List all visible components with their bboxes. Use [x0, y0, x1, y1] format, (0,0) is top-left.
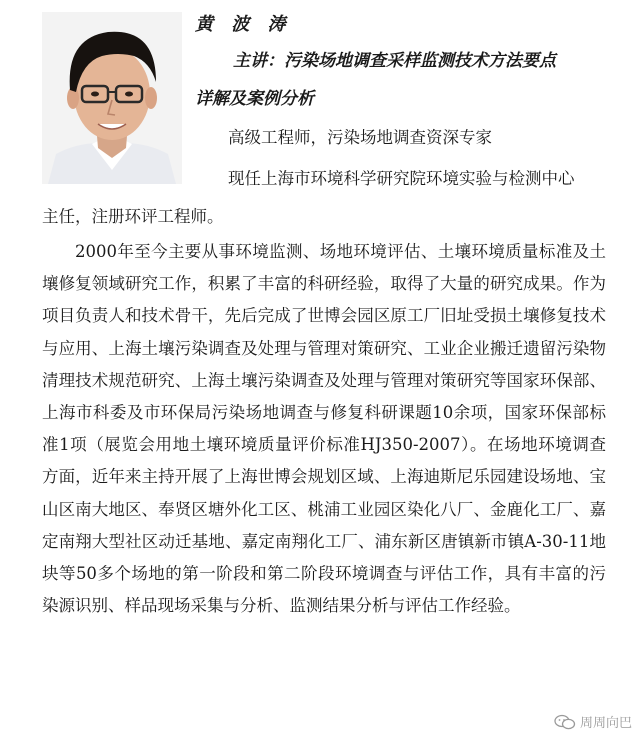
portrait-image	[42, 12, 182, 184]
bio-paragraph: 2000年至今主要从事环境监测、场地环境评估、土壤环境质量标准及土壤修复领域研究工作，积累了丰富的科研经验，取得了大量的研究成果。作为项目负责人和技术骨干，先后完成了世博会园区原工厂旧址受损土壤修复技术与应用、上海土壤污染调查及处理与管理对策研究、工业企业搬迁遗留污染物清理技术规范研究、上海土壤污染调查及处理与管理对策研究等国家环保部、上海市科委及市环保局污染场地调查与修复科研课题10余项，国家环保部标准1项（展览会用地土壤环境质量评价标准HJ350-2007）。在场地环境调查方面，近年来主持开展了上海世博会规划区域、上海迪斯尼乐园建设场地、宝山区南大地区、奉贤区塘外化工区、桃浦工业园区染化八厂、金鹿化工厂、嘉定南翔大型社区动迁基地、嘉定南翔化工厂、浦东新区唐镇新市镇A-30-11地块等50多个场地的第一阶段和第二阶段环境调查与评估工作，具有丰富的污染源识别、样品现场采集与分析、监测结果分析与评估工作经验。	[42, 242, 606, 616]
position-line-1: 现任上海市环境科学研究院环境实验与检测中心	[228, 169, 575, 188]
speaker-title: 高级工程师，污染场地调查资深专家	[228, 128, 492, 147]
lecture-topic	[195, 42, 620, 118]
position-line-2: 主任，注册环评工程师。	[42, 207, 224, 226]
watermark-text: 周周向巴	[579, 716, 632, 731]
topic-line-1: 主讲：污染场地调查采样监测技术方法要点	[233, 51, 556, 71]
wechat-icon	[554, 714, 576, 730]
watermark	[554, 712, 632, 731]
topic-line-2: 详解及案例分析	[195, 89, 314, 109]
speaker-photo	[42, 12, 182, 184]
speaker-name: 黄 波 涛	[195, 14, 292, 35]
